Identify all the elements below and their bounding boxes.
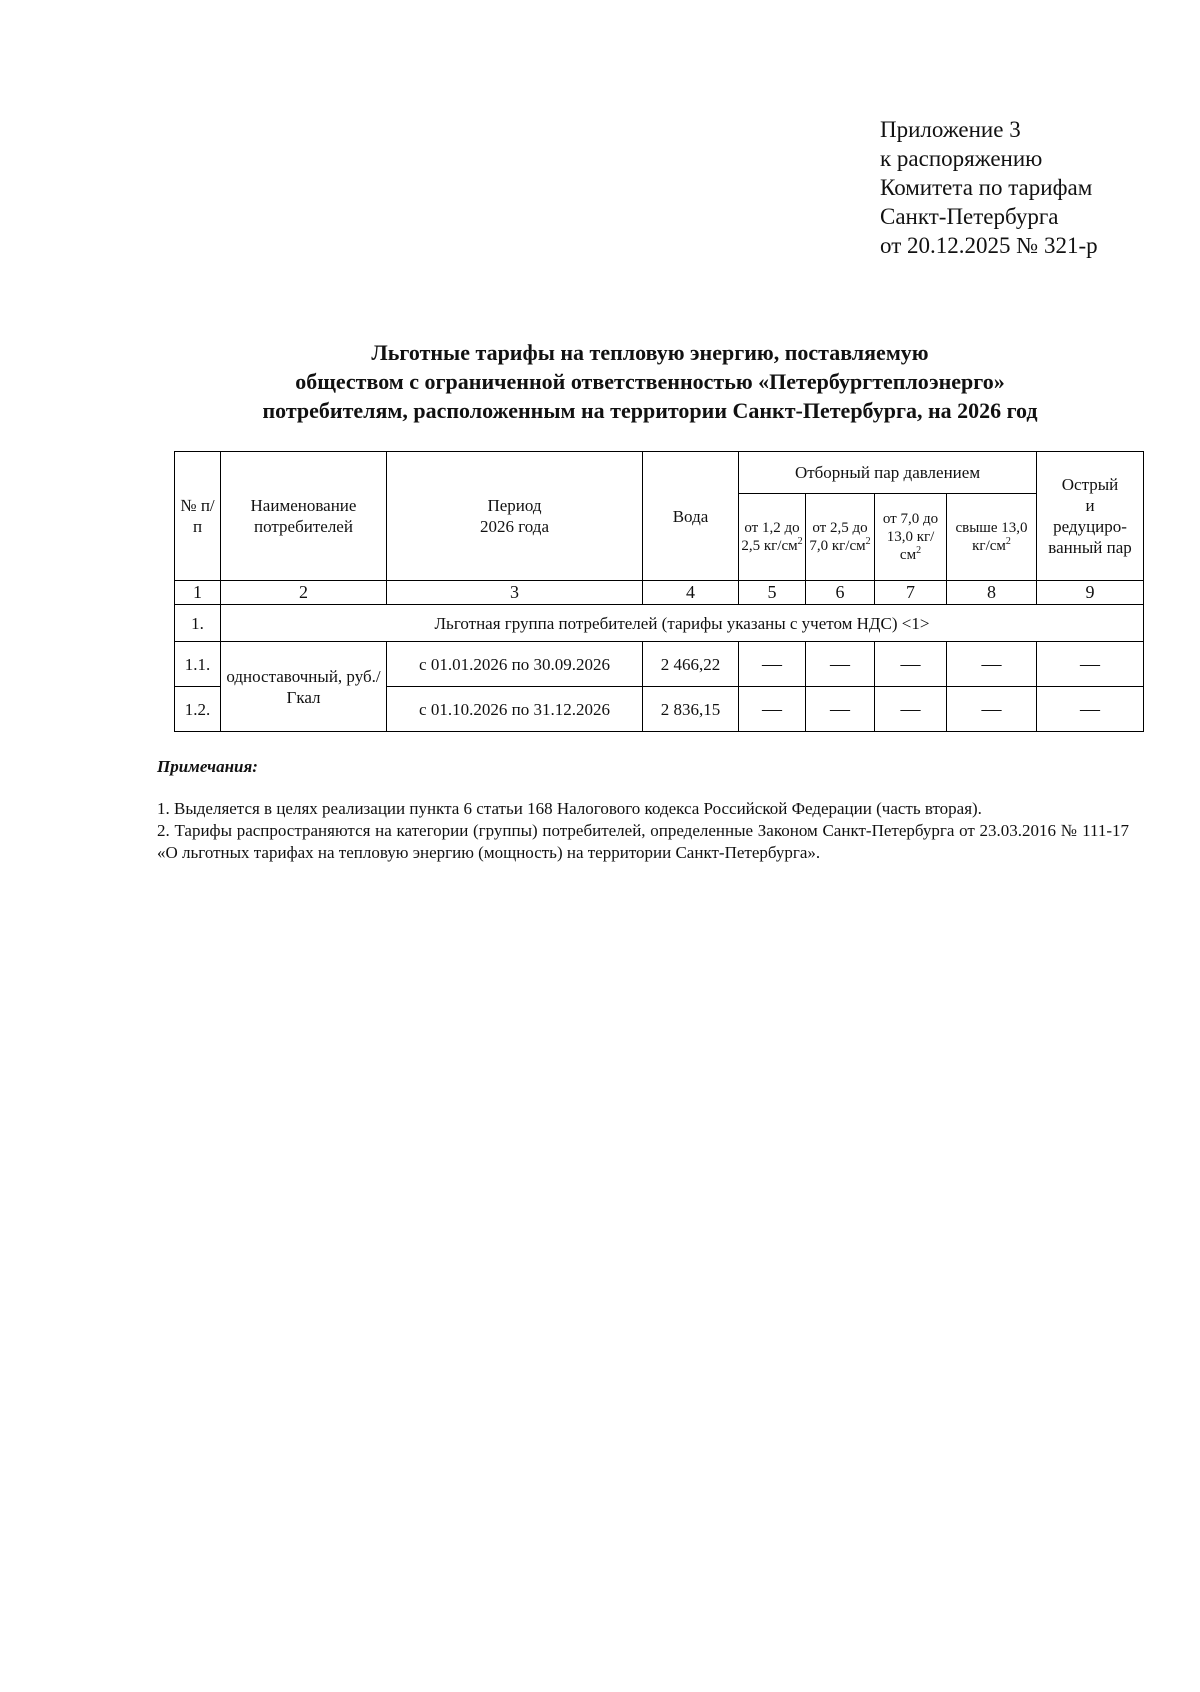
column-number: 1 [175,581,221,605]
row-value: — [947,642,1037,687]
header-name: Наименование потребителей [221,452,387,581]
title-line: потребителям, расположенным на территории Санкт-Петербурга, на 2026 год [262,398,1038,423]
column-number: 6 [806,581,875,605]
header-steam-3 [875,494,947,581]
header-steam-4-text: свыше 13,0 кг/см [955,520,1028,554]
row-water: 2 836,15 [643,687,739,732]
document-title [160,338,1140,425]
notes-section [157,756,1129,864]
column-number: 8 [947,581,1037,605]
superscript: 2 [865,536,871,547]
header-steam-4 [947,494,1037,581]
header-period [387,452,643,581]
header-num: № п/п [175,452,221,581]
title-line: Льготные тарифы на тепловую энергию, поставляемую [371,340,929,365]
row-value: — [806,687,875,732]
note-item: 2. Тарифы распространяются на категории (группы) потребителей, определенные Законом Санкт-Петербурга от 23.03.2016 № 111-17 «О льготных тарифах на тепловую энергию (мощность) на территории Санкт-Петербурга». [157,821,1129,862]
appendix-line: к распоряжению [880,146,1043,171]
superscript: 2 [916,545,922,556]
superscript: 2 [797,536,803,547]
group-row [175,605,1144,642]
superscript: 2 [1005,536,1011,547]
tariff-table [174,451,1144,732]
row-value: — [875,687,947,732]
header-sharp-line3: редуциро-ванный пар [1048,517,1132,557]
row-water: 2 466,22 [643,642,739,687]
title-line: обществом с ограниченной ответственностью «Петербургтеплоэнерго» [295,369,1005,394]
appendix-line: Комитета по тарифам [880,175,1093,200]
appendix-line: Санкт-Петербурга [880,204,1059,229]
header-steam-3-text: от 7,0 до 13,0 кг/см [882,511,939,563]
header-sharp-steam [1037,452,1144,581]
note-item: 1. Выделяется в целях реализации пункта 6 статьи 168 Налогового кодекса Российской Федерации (часть вторая). [157,799,982,818]
table-row [175,642,1144,687]
appendix-header [880,115,1098,260]
column-numbers-row [175,581,1144,605]
header-water: Вода [643,452,739,581]
row-value: — [806,642,875,687]
row-period: с 01.10.2026 по 31.12.2026 [387,687,643,732]
row-num: 1.2. [175,687,221,732]
column-number: 5 [739,581,806,605]
row-num: 1.1. [175,642,221,687]
header-period-line1: Период [487,496,542,515]
header-sharp-line2: и [1085,496,1095,515]
column-number: 9 [1037,581,1144,605]
column-number: 7 [875,581,947,605]
notes-title: Примечания: [157,757,258,776]
header-steam-1 [739,494,806,581]
row-value: — [875,642,947,687]
row-value: — [739,642,806,687]
header-steam-group: Отборный пар давлением [739,452,1037,494]
group-label: Льготная группа потребителей (тарифы указаны с учетом НДС) <1> [221,605,1144,642]
header-steam-1-text: от 1,2 до 2,5 кг/см [741,520,800,554]
column-number: 4 [643,581,739,605]
header-period-line2: 2026 года [479,517,549,536]
appendix-line: Приложение 3 [880,117,1021,142]
group-num: 1. [175,605,221,642]
column-number: 2 [221,581,387,605]
consumer-name: одноставочный, руб./Гкал [221,642,387,732]
row-period: с 01.01.2026 по 30.09.2026 [387,642,643,687]
header-steam-2 [806,494,875,581]
appendix-line: от 20.12.2025 № 321-р [880,233,1098,258]
header-steam-2-text: от 2,5 до 7,0 кг/см [809,520,868,554]
row-value: — [1037,687,1144,732]
column-number: 3 [387,581,643,605]
row-value: — [1037,642,1144,687]
row-value: — [739,687,806,732]
header-sharp-line1: Острый [1061,475,1119,494]
row-value: — [947,687,1037,732]
